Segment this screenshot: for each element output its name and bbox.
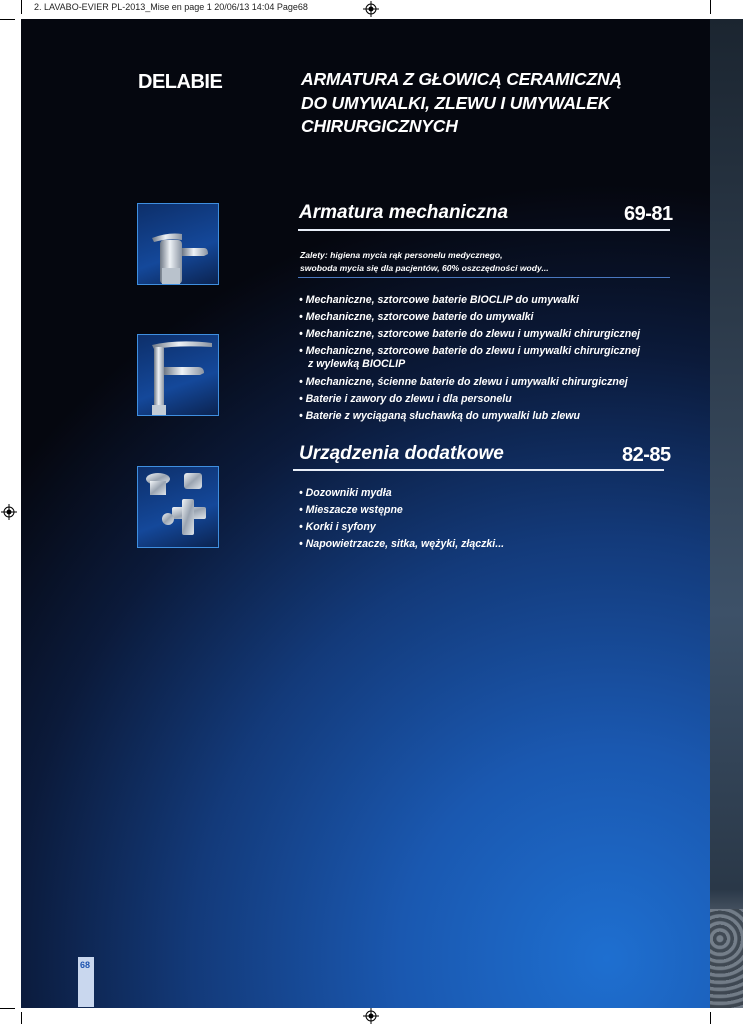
title-line: DO UMYWALKI, ZLEWU I UMYWALEK — [301, 92, 611, 113]
faucet-tall-icon — [138, 335, 218, 415]
accessories-image — [137, 466, 219, 548]
list-item: • Mechaniczne, sztorcowe baterie do umywalki — [299, 311, 534, 323]
brand-logo: DELABIE — [138, 71, 223, 93]
crop-mark — [21, 1012, 22, 1024]
crop-mark — [0, 19, 15, 20]
list-item: • Baterie i zawory do zlewu i dla personelu — [299, 393, 512, 405]
crop-mark — [21, 0, 22, 14]
registration-mark-icon — [363, 1008, 379, 1024]
page-number: 68 — [80, 960, 91, 970]
list-item: • Mieszacze wstępne — [299, 504, 403, 516]
list-item: • Mechaniczne, ścienne baterie do zlewu i umywalki chirurgicznej — [299, 376, 628, 388]
crop-mark — [710, 0, 711, 14]
section-rule — [298, 229, 670, 231]
list-item-continued: z wylewką BIOCLIP — [308, 358, 406, 370]
divider — [298, 277, 670, 278]
crop-mark — [710, 1012, 711, 1024]
list-item: • Mechaniczne, sztorcowe baterie do zlewu i umywalki chirurgicznej — [299, 345, 641, 357]
page-edge-bleed — [710, 19, 743, 1008]
faucet-short-icon — [138, 204, 218, 284]
registration-mark-icon — [1, 504, 17, 520]
section-title: Armatura mechaniczna — [299, 202, 509, 223]
list-item: • Baterie z wyciąganą słuchawką do umywalki lub zlewu — [299, 410, 581, 422]
list-item: • Dozowniki mydła — [299, 487, 392, 499]
advantages-line: swoboda mycia się dla pacjentów, 60% oszczędności wody... — [300, 262, 549, 273]
section-page-range: 69-81 — [624, 203, 673, 225]
accessories-icon — [138, 467, 218, 547]
section-page-range: 82-85 — [622, 444, 671, 466]
section-title: Urządzenia dodatkowe — [299, 443, 504, 464]
registration-mark-icon — [363, 1, 379, 17]
list-item: • Mechaniczne, sztorcowe baterie BIOCLIP do umywalki — [299, 294, 579, 306]
list-item: • Napowietrzacze, sitka, wężyki, złączki... — [299, 538, 505, 550]
page-title — [301, 68, 681, 139]
product-list — [299, 294, 640, 427]
list-item: • Mechaniczne, sztorcowe baterie do zlewu i umywalki chirurgicznej — [299, 328, 641, 340]
advantages-line: Zalety: higiena mycia rąk personelu medycznego, — [300, 250, 503, 260]
print-slug: 2. LAVABO-EVIER PL-2013_Mise en page 1 20/06/13 14:04 Page68 — [34, 2, 308, 12]
title-line: ARMATURA Z GŁOWICĄ CERAMICZNĄ — [301, 69, 622, 89]
page-number-tab — [78, 957, 94, 1007]
title-line: CHIRURGICZNYCH — [301, 116, 458, 136]
section-rule — [293, 469, 664, 471]
crop-mark — [0, 1008, 15, 1009]
accessories-list — [299, 487, 504, 555]
faucet-short-image — [137, 203, 219, 285]
faucet-tall-image — [137, 334, 219, 416]
advantages-text — [300, 249, 680, 274]
list-item: • Korki i syfony — [299, 521, 376, 533]
textured-strip — [710, 909, 743, 1008]
